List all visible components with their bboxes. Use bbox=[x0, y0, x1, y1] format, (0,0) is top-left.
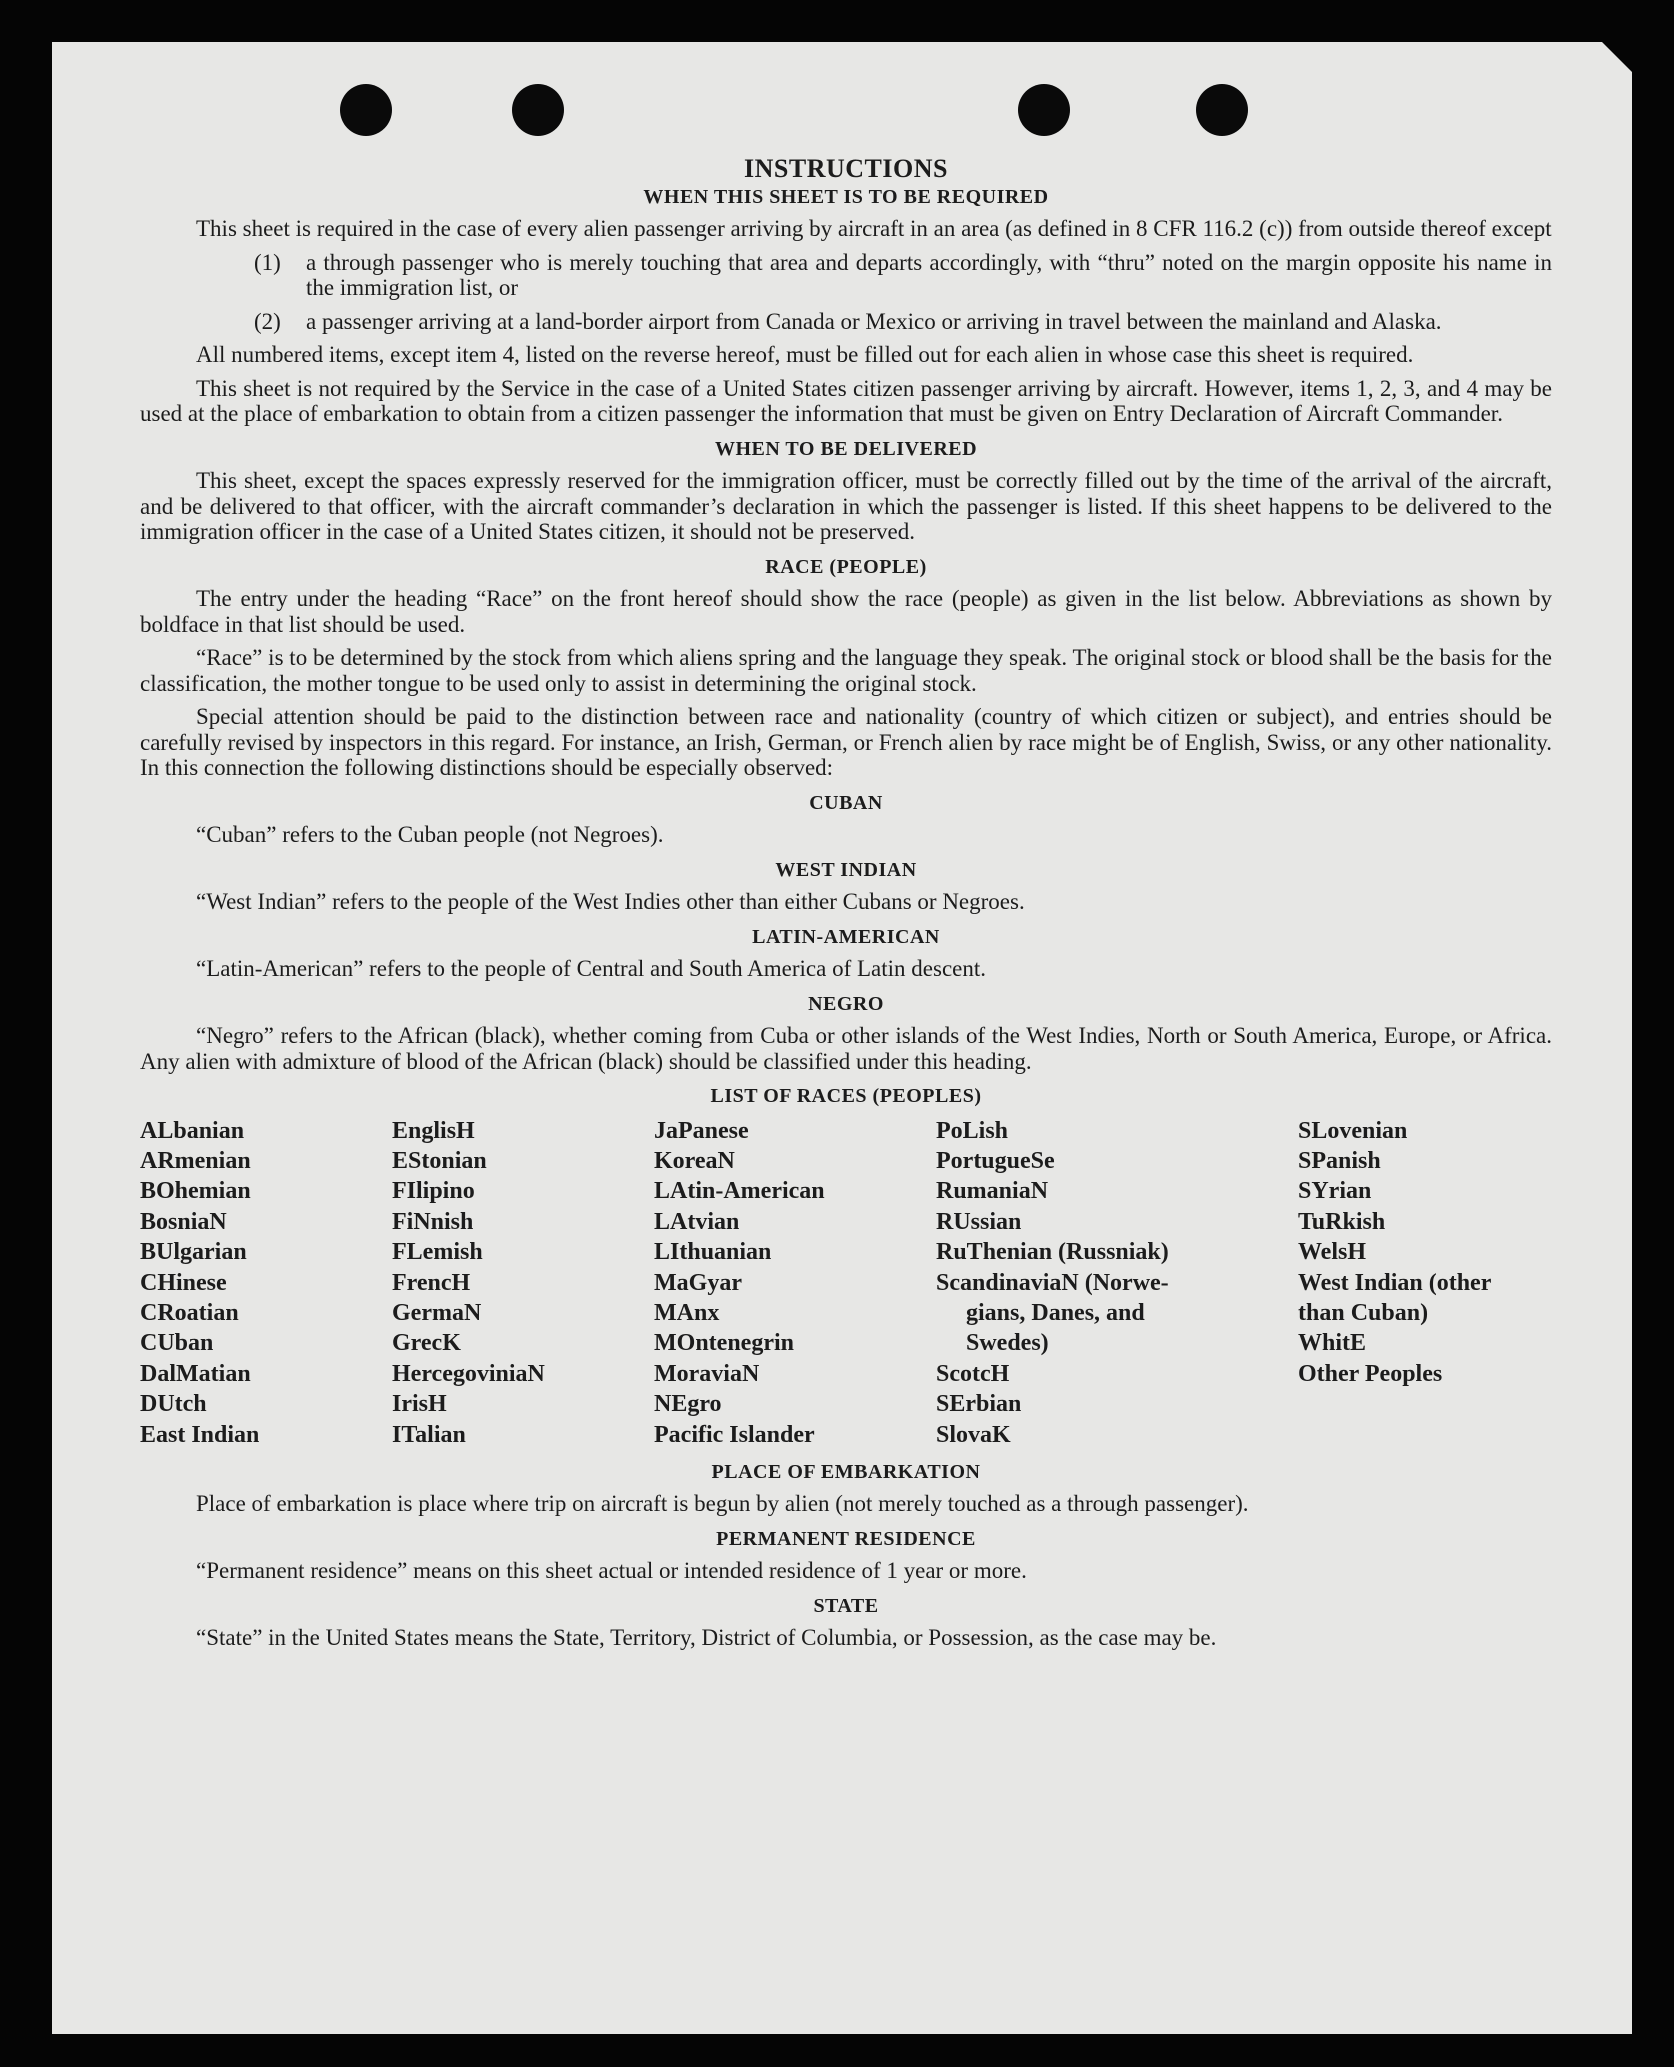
paragraph: This sheet, except the spaces expressly reserved for the immigration officer, must be correctly filled out by the time of the arrival of the aircraft, and be delivered to that officer, with the aircraft commander’s declaration in which the passenger is listed. If this sheet happens to be delivered to the immigration officer in the case of a United States citizen, it should not be preserved. bbox=[140, 468, 1552, 544]
race-entry: CRoatian bbox=[140, 1299, 239, 1326]
item-text: a through passenger who is merely touching that area and departs accordingly, with “thru” noted on the margin opposite his name in the immigration list, or bbox=[306, 249, 1552, 300]
document-page bbox=[52, 42, 1632, 2034]
race-entry: KoreaN bbox=[654, 1147, 735, 1174]
item-text: a passenger arriving at a land-border airport from Canada or Mexico or arriving in travel between the mainland and Alaska. bbox=[306, 308, 1442, 334]
race-entry: RUssian bbox=[936, 1208, 1022, 1235]
race-entry: LAtin-American bbox=[654, 1178, 825, 1205]
item-number: (2) bbox=[254, 308, 281, 334]
race-entry: BUlgarian bbox=[140, 1239, 247, 1266]
race-entry: CUban bbox=[140, 1330, 214, 1357]
race-entry: LIthuanian bbox=[654, 1239, 772, 1266]
race-entry: East Indian bbox=[140, 1421, 260, 1448]
race-entry: PoLish bbox=[936, 1117, 1009, 1144]
section-heading: WEST INDIAN bbox=[775, 858, 917, 881]
section-heading: LATIN-AMERICAN bbox=[752, 925, 940, 948]
paragraph: Place of embarkation is place where trip on aircraft is begun by alien (not merely touched as a through passenger). bbox=[196, 1491, 1249, 1517]
race-entry: IrisH bbox=[392, 1391, 447, 1418]
race-entry: PortugueSe bbox=[936, 1147, 1055, 1174]
paragraph: “State” in the United States means the State, Territory, District of Columbia, or Possession, as the case may be. bbox=[196, 1625, 1217, 1651]
section-heading: CUBAN bbox=[809, 791, 883, 814]
race-entry: EnglisH bbox=[392, 1117, 475, 1144]
race-entry: ALbanian bbox=[140, 1117, 245, 1144]
race-entry: West Indian (other bbox=[1298, 1269, 1492, 1296]
race-entry: Other Peoples bbox=[1298, 1360, 1443, 1387]
section-heading: RACE (PEOPLE) bbox=[765, 555, 927, 578]
paragraph: This sheet is required in the case of every alien passenger arriving by aircraft in an area (as defined in 8 CFR 116.2 (c)) from outside thereof except bbox=[196, 216, 1552, 241]
race-entry: NEgro bbox=[654, 1391, 722, 1418]
paragraph: “West Indian” refers to the people of the West Indies other than either Cubans or Negroes. bbox=[196, 889, 1025, 914]
paragraph: “Latin-American” refers to the people of Central and South America of Latin descent. bbox=[196, 956, 986, 981]
race-list bbox=[140, 1116, 1552, 1450]
paragraph: “Cuban” refers to the Cuban people (not Negroes). bbox=[196, 822, 664, 847]
paragraph: All numbered items, except item 4, listed on the reverse hereof, must be filled out for each alien in whose case this sheet is required. bbox=[196, 342, 1414, 367]
race-column bbox=[392, 1116, 654, 1450]
race-column bbox=[140, 1116, 392, 1450]
race-entry: ScandinaviaN (Norwe- bbox=[936, 1269, 1169, 1296]
race-entry: DalMatian bbox=[140, 1360, 251, 1387]
race-entry: DUtch bbox=[140, 1391, 207, 1418]
exception-item bbox=[254, 250, 1552, 301]
race-entry: FIlipino bbox=[392, 1178, 475, 1205]
race-entry: LAtvian bbox=[654, 1208, 740, 1235]
race-entry: BosniaN bbox=[140, 1208, 227, 1235]
race-entry: ScotcH bbox=[936, 1360, 1010, 1387]
race-entry: MAnx bbox=[654, 1299, 720, 1326]
race-entry: SErbian bbox=[936, 1391, 1022, 1418]
race-entry: SLovenian bbox=[1298, 1117, 1408, 1144]
race-entry: WhitE bbox=[1298, 1330, 1367, 1357]
race-entry: BOhemian bbox=[140, 1178, 251, 1205]
paragraph: The entry under the heading “Race” on the front hereof should show the race (people) as given in the list below. Abbreviations as shown by boldface in that list should be used. bbox=[140, 586, 1552, 637]
race-entry: RuThenian (Russniak) bbox=[936, 1239, 1169, 1266]
race-entry: CHinese bbox=[140, 1269, 227, 1296]
section-heading: WHEN TO BE DELIVERED bbox=[714, 437, 978, 460]
race-entry: SPanish bbox=[1298, 1147, 1381, 1174]
race-column bbox=[1298, 1116, 1552, 1450]
paragraph: “Permanent residence” means on this sheet actual or intended residence of 1 year or more. bbox=[196, 1558, 1027, 1584]
race-entry: JaPanese bbox=[654, 1117, 749, 1144]
race-entry: TuRkish bbox=[1298, 1208, 1386, 1235]
section-heading: PERMANENT RESIDENCE bbox=[716, 1527, 976, 1550]
race-entry: RumaniaN bbox=[936, 1178, 1049, 1205]
race-entry: than Cuban) bbox=[1298, 1299, 1429, 1326]
race-entry: FrencH bbox=[392, 1269, 471, 1296]
race-entry: MOntenegrin bbox=[654, 1330, 794, 1357]
race-column bbox=[654, 1116, 936, 1450]
race-entry: EStonian bbox=[392, 1147, 487, 1174]
race-entry: HercegoviniaN bbox=[392, 1360, 545, 1387]
race-entry: gians, Danes, and bbox=[966, 1299, 1145, 1326]
exception-item bbox=[254, 309, 1552, 335]
race-entry: GrecK bbox=[392, 1330, 461, 1357]
paragraph: This sheet is not required by the Service in the case of a United States citizen passenger arriving by aircraft. However, items 1, 2, 3, and 4 may be used at the place of embarkation to obtain from a citizen passenger the information that must be given on Entry Declaration of Aircraft Commander. bbox=[140, 375, 1552, 426]
race-entry: SYrian bbox=[1298, 1178, 1372, 1205]
race-entry: Pacific Islander bbox=[654, 1421, 815, 1448]
race-entry: Swedes) bbox=[966, 1330, 1049, 1357]
section-heading: PLACE OF EMBARKATION bbox=[711, 1460, 981, 1483]
race-entry: GermaN bbox=[392, 1299, 482, 1326]
section-heading: WHEN THIS SHEET IS TO BE REQUIRED bbox=[643, 185, 1049, 208]
section-heading: NEGRO bbox=[808, 992, 884, 1015]
section-heading: LIST OF RACES (PEOPLES) bbox=[710, 1085, 982, 1107]
race-entry: WelsH bbox=[1298, 1239, 1367, 1266]
paragraph: Special attention should be paid to the distinction between race and nationality (country of which citizen or subject), and entries should be carefully revised by inspectors in this regard. For instance, an Irish, German, or French alien by race might be of English, Swiss, or any other nationality. In this connection the following distinctions should be especially observed: bbox=[140, 704, 1552, 780]
race-entry: ITalian bbox=[392, 1421, 466, 1448]
paragraph: “Negro” refers to the African (black), whether coming from Cuba or other islands of the West Indies, North or South America, Europe, or Africa. Any alien with admixture of blood of the African (black) should be classified under this heading. bbox=[140, 1023, 1552, 1074]
race-entry: MaGyar bbox=[654, 1269, 742, 1296]
race-column bbox=[936, 1116, 1298, 1450]
race-entry: SlovaK bbox=[936, 1421, 1011, 1448]
item-number: (1) bbox=[254, 249, 281, 275]
race-entry: ARmenian bbox=[140, 1147, 251, 1174]
section-heading: STATE bbox=[813, 1594, 879, 1617]
paragraph: “Race” is to be determined by the stock from which aliens spring and the language they speak. The original stock or blood shall be the basis for the classification, the mother tongue to be used only to assist in determining the original stock. bbox=[140, 645, 1552, 696]
instructions-content bbox=[140, 114, 1552, 1659]
race-entry: FiNnish bbox=[392, 1208, 474, 1235]
race-entry: FLemish bbox=[392, 1239, 483, 1266]
race-entry: MoraviaN bbox=[654, 1360, 760, 1387]
page-title: INSTRUCTIONS bbox=[744, 154, 948, 183]
